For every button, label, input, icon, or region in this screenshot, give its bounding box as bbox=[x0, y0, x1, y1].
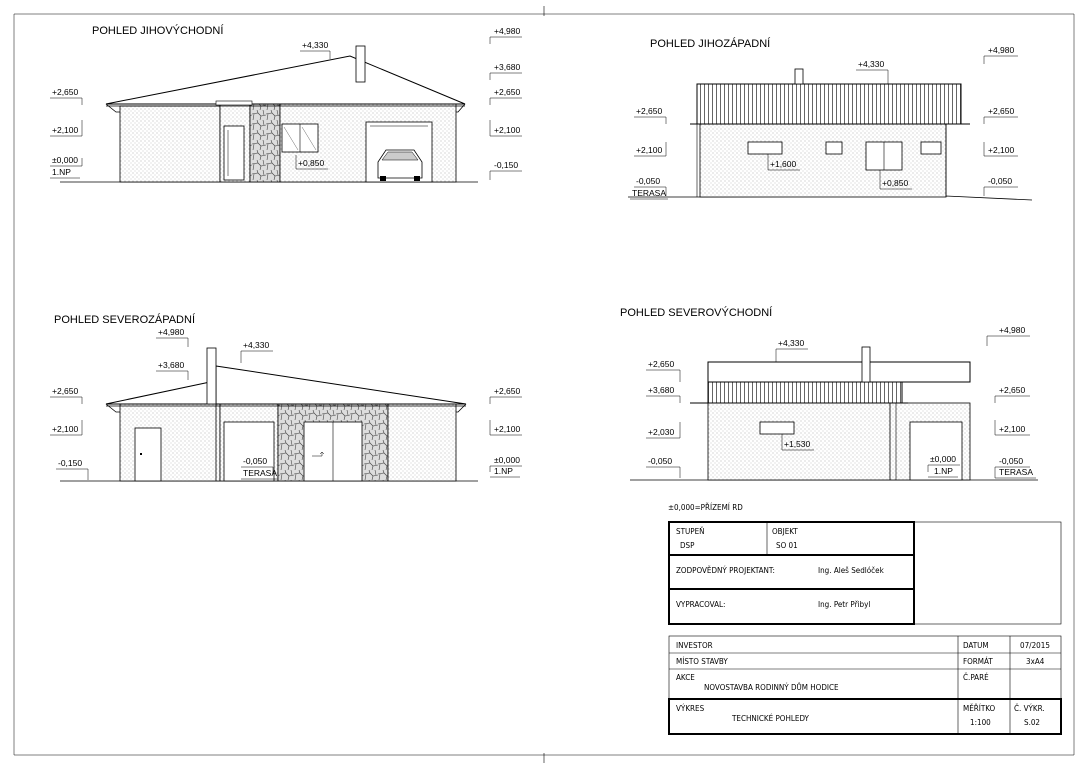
objekt-label: OBJEKT bbox=[772, 527, 798, 536]
level-label: +2,650 bbox=[999, 385, 1026, 395]
meritko-label: MĚŘÍTKO bbox=[963, 704, 996, 713]
level-label: -0,050 bbox=[648, 456, 673, 466]
level-label: -0,050 bbox=[999, 456, 1024, 466]
view-title: POHLED SEVEROZÁPADNÍ bbox=[54, 314, 195, 326]
level-label: +3,680 bbox=[158, 360, 185, 370]
misto-label: MÍSTO STAVBY bbox=[676, 657, 728, 666]
level-label: +2,100 bbox=[52, 424, 79, 434]
level-label: +2,650 bbox=[494, 386, 521, 396]
view-southwest bbox=[628, 37, 1032, 200]
level-label: TERASA bbox=[632, 188, 667, 198]
level-label: +4,980 bbox=[158, 327, 185, 337]
vypracoval-value: Ing. Petr Přibyl bbox=[818, 600, 871, 609]
level-label: 1.NP bbox=[934, 466, 953, 476]
view-southeast bbox=[50, 24, 522, 182]
level-label: +4,980 bbox=[999, 325, 1026, 335]
level-label: +3,680 bbox=[648, 385, 675, 395]
view-title: POHLED JIHOVÝCHODNÍ bbox=[92, 25, 224, 37]
level-label: +1,530 bbox=[784, 439, 811, 449]
level-label: +4,330 bbox=[858, 59, 885, 69]
stupen-label: STUPEŇ bbox=[676, 527, 705, 536]
level-label: +2,650 bbox=[988, 106, 1015, 116]
level-label: +2,650 bbox=[636, 106, 663, 116]
title-block bbox=[669, 522, 1061, 734]
level-label: +0,850 bbox=[298, 158, 325, 168]
level-label: +4,330 bbox=[243, 340, 270, 350]
level-label: TERASA bbox=[999, 467, 1034, 477]
level-label: +1,600 bbox=[770, 159, 797, 169]
level-label: +3,680 bbox=[494, 62, 521, 72]
view-title: POHLED SEVEROVÝCHODNÍ bbox=[620, 307, 773, 319]
investor-label: INVESTOR bbox=[676, 641, 713, 650]
datum-label: DATUM bbox=[963, 641, 989, 650]
level-label: +2,100 bbox=[988, 145, 1015, 155]
view-northwest bbox=[50, 313, 522, 481]
cvykr-label: Č. VÝKR. bbox=[1014, 704, 1045, 713]
level-label: +2,100 bbox=[494, 125, 521, 135]
vykres-label: VÝKRES bbox=[676, 704, 705, 713]
akce-value: NOVOSTAVBA RODINNÝ DŮM HODICE bbox=[704, 683, 839, 692]
level-label: +4,330 bbox=[778, 338, 805, 348]
cpare-label: Č.PARÉ bbox=[963, 673, 989, 682]
level-label: +2,650 bbox=[648, 359, 675, 369]
format-value: 3xA4 bbox=[1026, 657, 1045, 666]
datum-value: 07/2015 bbox=[1020, 641, 1050, 650]
level-label: +2,650 bbox=[52, 386, 79, 396]
level-label: +2,100 bbox=[52, 125, 79, 135]
level-label: ±0,000 bbox=[52, 155, 78, 165]
level-label: +2,650 bbox=[494, 87, 521, 97]
level-label: -0,150 bbox=[494, 160, 519, 170]
level-label: -0,150 bbox=[58, 458, 83, 468]
level-label: TERASA bbox=[243, 468, 278, 478]
view-title: POHLED JIHOZÁPADNÍ bbox=[650, 38, 771, 50]
objekt-value: SO 01 bbox=[776, 541, 798, 550]
akce-label: AKCE bbox=[676, 673, 695, 682]
level-label: 1.NP bbox=[52, 167, 71, 177]
level-label: +0,850 bbox=[882, 178, 909, 188]
stupen-value: DSP bbox=[680, 541, 695, 550]
datum-note: ±0,000=PŘÍZEMÍ RD bbox=[668, 503, 743, 512]
level-label: 1.NP bbox=[494, 466, 513, 476]
level-label: +4,980 bbox=[988, 45, 1015, 55]
level-label: +4,980 bbox=[494, 26, 521, 36]
meritko-value: 1:100 bbox=[970, 718, 991, 727]
level-label: +2,100 bbox=[636, 145, 663, 155]
level-label: +2,650 bbox=[52, 87, 79, 97]
level-label: +2,030 bbox=[648, 427, 675, 437]
cvykr-value: S.02 bbox=[1024, 718, 1041, 727]
level-label: ±0,000 bbox=[930, 454, 956, 464]
vypracoval-label: VYPRACOVAL: bbox=[676, 600, 726, 609]
projektant-value: Ing. Aleš Sedlóček bbox=[818, 566, 884, 575]
view-northeast bbox=[620, 306, 1038, 480]
vykres-value: TECHNICKÉ POHLEDY bbox=[732, 714, 809, 723]
level-label: +4,330 bbox=[302, 40, 329, 50]
level-label: ±0,000 bbox=[494, 455, 520, 465]
level-label: +2,100 bbox=[999, 424, 1026, 434]
level-label: -0,050 bbox=[636, 176, 661, 186]
level-label: -0,050 bbox=[243, 456, 268, 466]
level-label: +2,100 bbox=[494, 424, 521, 434]
format-label: FORMÁT bbox=[963, 657, 993, 666]
projektant-label: ZODPOVĚDNÝ PROJEKTANT: bbox=[676, 566, 775, 575]
level-label: -0,050 bbox=[988, 176, 1013, 186]
